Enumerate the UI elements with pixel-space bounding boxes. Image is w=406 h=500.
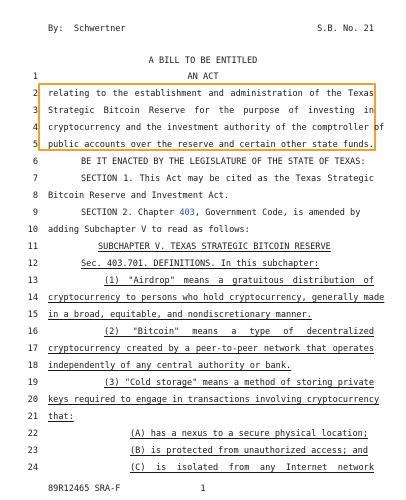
page-number: 1	[200, 484, 206, 494]
caption-line: public accounts over the reserve and certain other state funds.	[48, 140, 374, 150]
line-number: 4	[32, 123, 38, 133]
line-number: 17	[27, 344, 38, 354]
line-number: 16	[27, 327, 38, 337]
bill-number: S.B. No. 21	[317, 24, 374, 34]
line-number: 5	[32, 140, 38, 150]
author-line: By: Schwertner	[48, 24, 126, 34]
definition-line: (3) "Cold storage" means a method of storing private	[104, 378, 374, 388]
line-number: 3	[32, 106, 38, 116]
line-number: 12	[27, 259, 38, 269]
line-number: 7	[32, 174, 38, 184]
definition-line: in a broad, equitable, and nondiscretionary manner.	[48, 310, 312, 320]
definition-line: cryptocurrency created by a peer-to-peer network that operates	[48, 344, 374, 354]
line-number: 1	[32, 72, 38, 82]
line-number: 24	[27, 463, 38, 473]
section-1-line: SECTION 1. This Act may be cited as the Texas Strategic	[81, 174, 374, 184]
definition-line: cryptocurrency to persons who hold cryptocurrency, generally made	[48, 293, 385, 303]
line-number: 20	[27, 395, 38, 405]
line-number: 10	[27, 225, 38, 235]
line-number: 15	[27, 310, 38, 320]
line-number: 22	[27, 429, 38, 439]
definition-line: that:	[48, 412, 74, 422]
chapter-403-link[interactable]: 403	[179, 208, 195, 218]
section-2-line: adding Subchapter V to read as follows:	[48, 225, 250, 235]
line-number: 21	[27, 412, 38, 422]
caption-line: cryptocurrency and the investment authority of the comptroller of	[48, 123, 385, 133]
line-number: 6	[32, 157, 38, 167]
line-number: 14	[27, 293, 38, 303]
act-heading: AN ACT	[187, 72, 219, 82]
line-number: 23	[27, 446, 38, 456]
section-heading: Sec. 403.701. DEFINITIONS. In this subchapter:	[81, 259, 319, 269]
line-number: 13	[27, 276, 38, 286]
line-number: 2	[32, 89, 38, 99]
line-number: 19	[27, 378, 38, 388]
bill-title: A BILL TO BE ENTITLED	[148, 56, 258, 66]
line-number: 11	[27, 242, 38, 252]
section-1-line: Bitcoin Reserve and Investment Act.	[48, 191, 230, 201]
clause-line: (A) has a nexus to a secure physical location;	[130, 429, 368, 439]
section-2-line	[81, 208, 360, 218]
section-2-text-rest: , Government Code, is amended by	[194, 208, 361, 218]
definition-line: (2) "Bitcoin" means a type of decentralized	[104, 327, 374, 337]
section-2-text: SECTION 2. Chapter	[81, 208, 180, 218]
caption-line: relating to the establishment and administration of the Texas	[48, 89, 374, 99]
definition-line: independently of any central authority or bank.	[48, 361, 292, 371]
enacting-clause: BE IT ENACTED BY THE LEGISLATURE OF THE STATE OF TEXAS:	[81, 157, 366, 167]
line-number: 18	[27, 361, 38, 371]
clause-line: (B) is protected from unauthorized access; and	[130, 446, 368, 456]
document-code: 89R12465 SRA-F	[48, 484, 121, 494]
definition-line: keys required to engage in transactions involving cryptocurrency	[48, 395, 380, 405]
definition-line: (1) "Airdrop" means a gratuitous distribution of	[104, 276, 374, 286]
caption-line: Strategic Bitcoin Reserve for the purpose of investing in	[48, 106, 374, 116]
subchapter-heading: SUBCHAPTER V. TEXAS STRATEGIC BITCOIN RESERVE	[98, 242, 331, 252]
line-number: 8	[32, 191, 38, 201]
clause-line: (C) is isolated from any Internet network	[130, 463, 374, 473]
line-number: 9	[32, 208, 38, 218]
